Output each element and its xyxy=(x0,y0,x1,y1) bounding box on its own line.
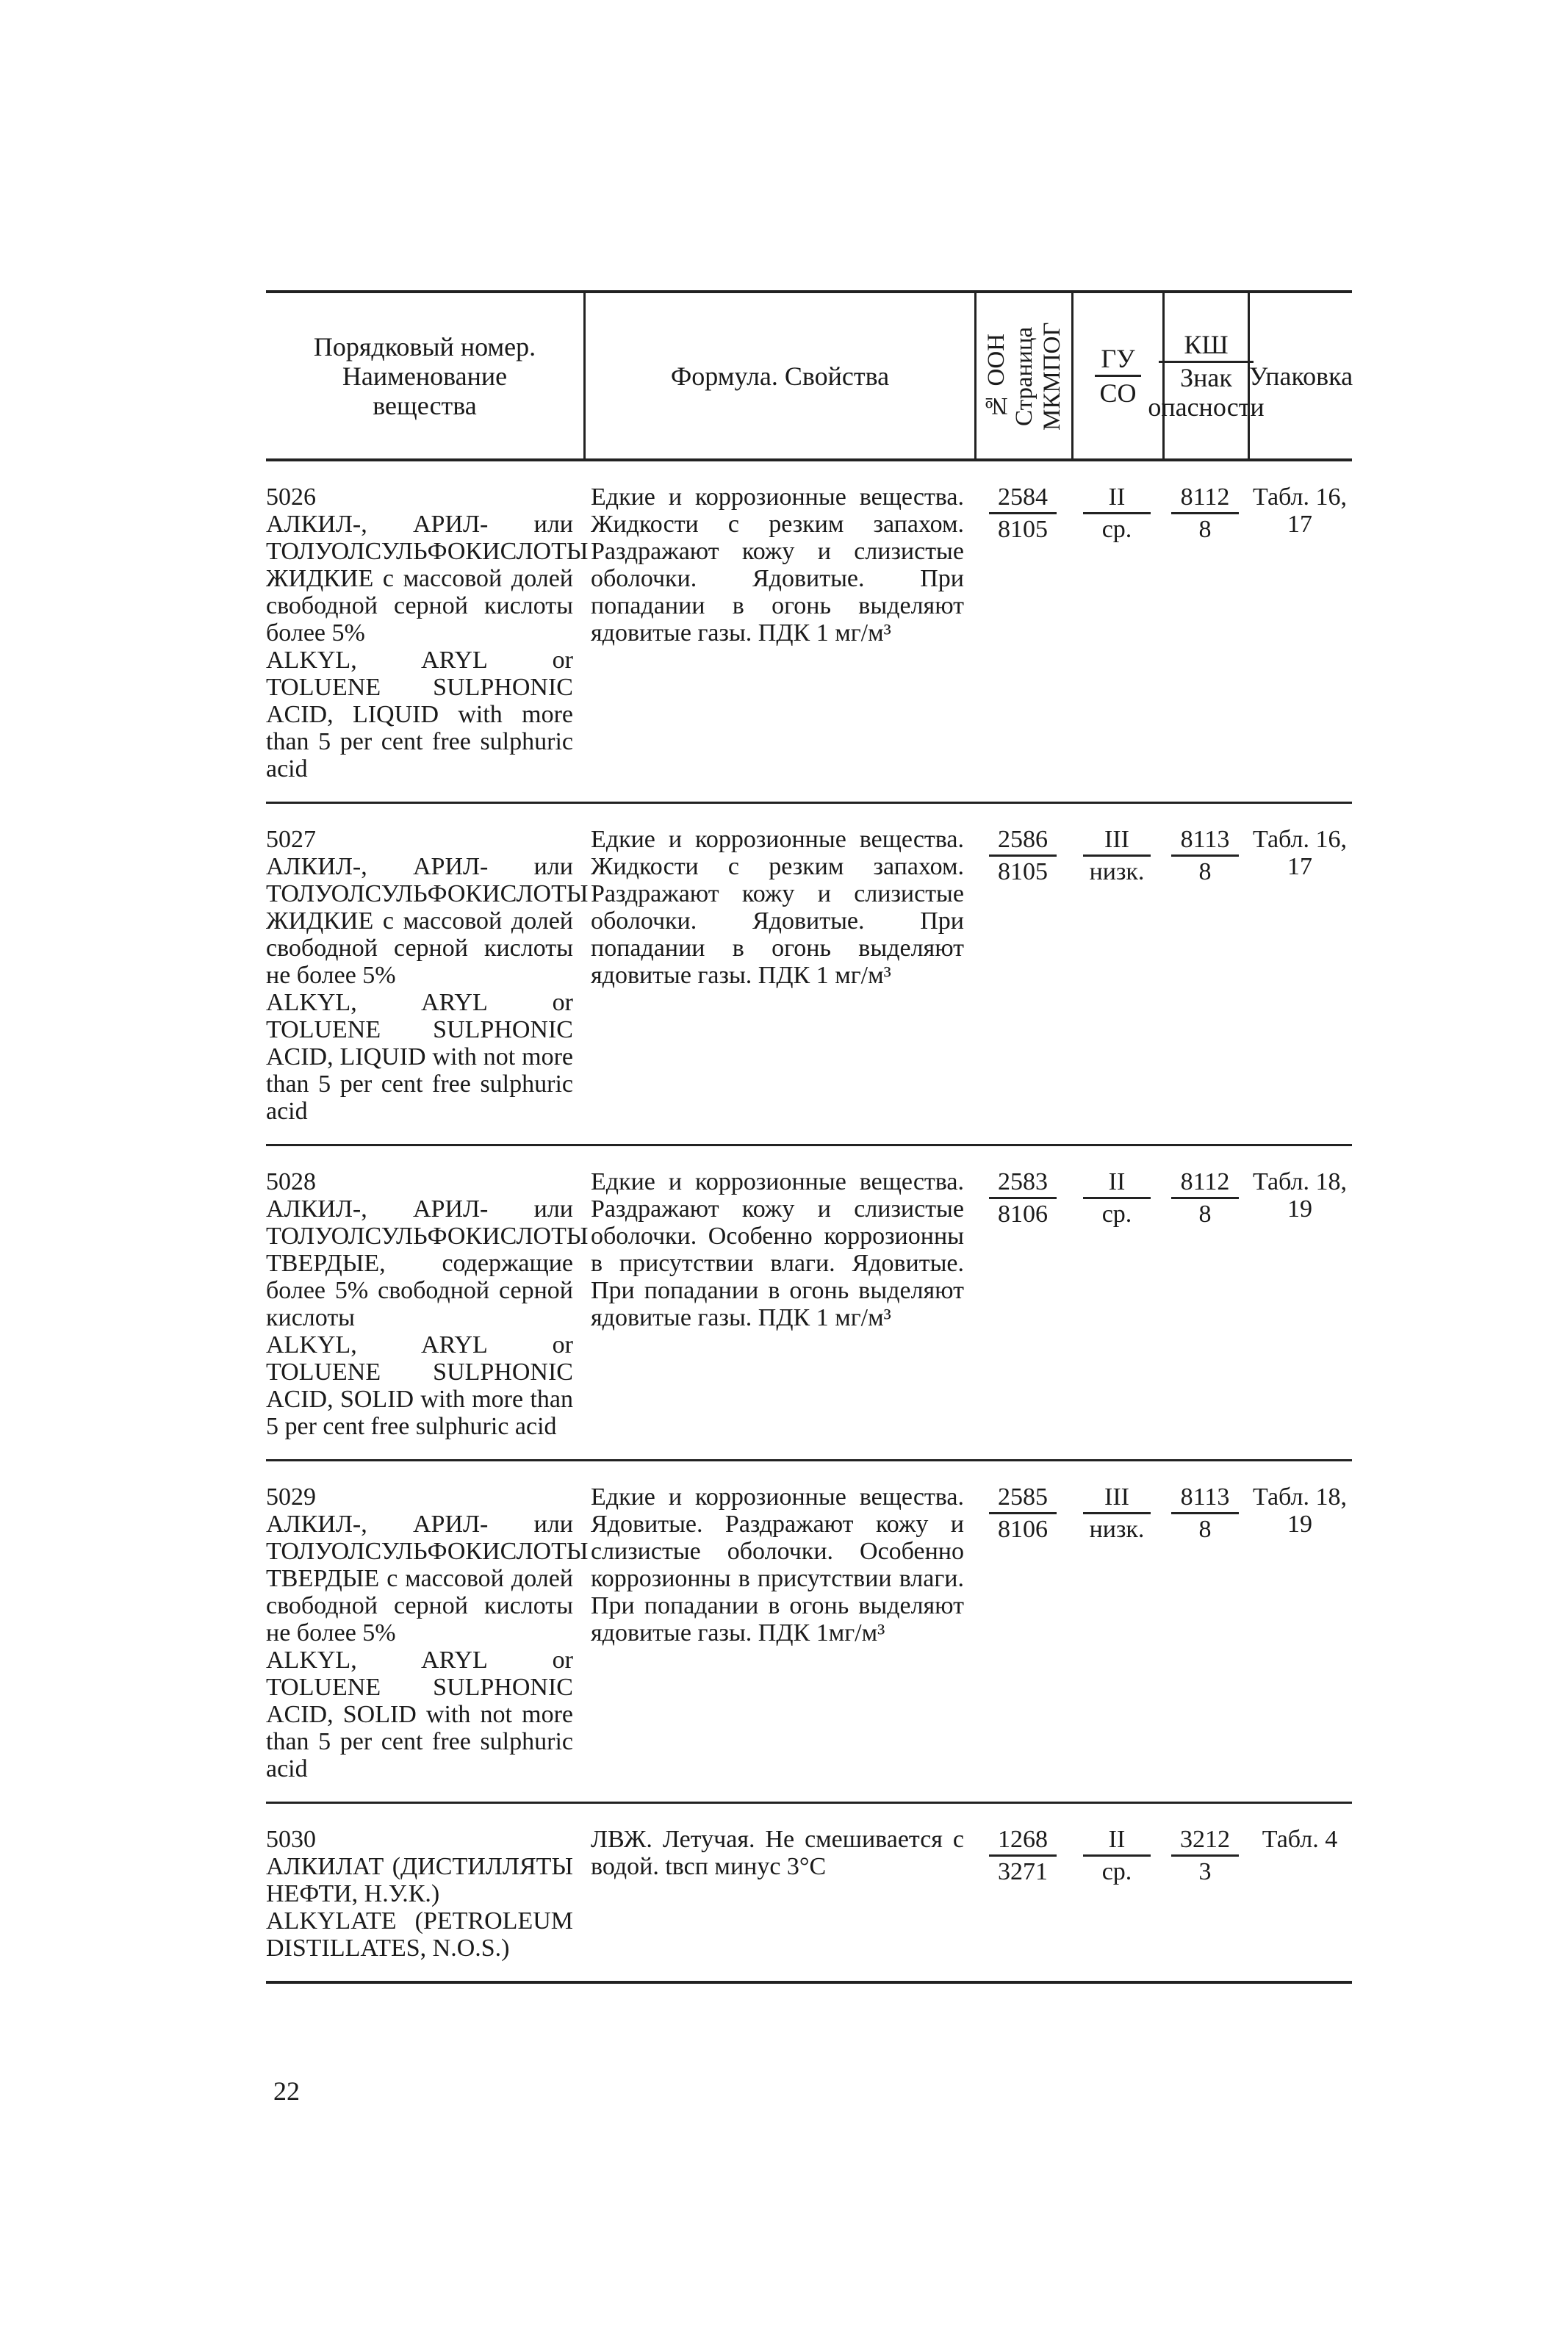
un-page-cell xyxy=(974,1483,1071,1782)
mkmpog-page: 8106 xyxy=(998,1201,1048,1228)
header-ksh-label: КШ xyxy=(1159,330,1254,363)
ksh-sign-cell xyxy=(1162,1826,1248,1962)
header-props-column xyxy=(583,293,974,458)
un-number: 2586 xyxy=(989,826,1057,857)
gu-value: II xyxy=(1083,483,1151,514)
un-page-cell xyxy=(974,483,1071,782)
header-name-column xyxy=(266,293,583,458)
un-number: 2584 xyxy=(989,483,1057,514)
substance-id: 5028 xyxy=(266,1168,316,1195)
header-name-label: Порядковый номер. Наименование вещества xyxy=(313,331,536,420)
packaging: Табл. 18, 19 xyxy=(1253,1168,1347,1223)
ksh-value: 8113 xyxy=(1171,1483,1239,1514)
substance-name-en: ALKYL, ARYL or TOLUENE SULPHONIC ACID, SOLID with more than 5 per cent free sulphuric acid xyxy=(266,1331,573,1440)
un-number: 1268 xyxy=(989,1826,1057,1857)
ksh-value: 8112 xyxy=(1171,1168,1239,1199)
substance-name xyxy=(266,483,589,782)
substance-name-ru: АЛКИЛ-, АРИЛ- или ТОЛУОЛСУЛЬФОКИСЛОТЫ ТВЕРДЫЕ с массовой долей свободной серной кислоты не более 5% xyxy=(266,1511,589,1647)
substance-id: 5029 xyxy=(266,1483,316,1511)
page-number: 22 xyxy=(273,2076,300,2106)
header-props-label: Формула. Свойства xyxy=(670,361,890,391)
hazard-sign: 8 xyxy=(1198,1201,1212,1228)
substance-id: 5026 xyxy=(266,483,316,511)
substance-name xyxy=(266,1483,589,1782)
un-number: 2583 xyxy=(989,1168,1057,1199)
substance-name-en: ALKYL, ARYL or TOLUENE SULPHONIC ACID, LIQUID with more than 5 per cent free sulphuric acid xyxy=(266,647,573,782)
so-value: низк. xyxy=(1089,858,1145,885)
table-row xyxy=(266,804,1352,1144)
table-bottom-rule xyxy=(266,1981,1352,1984)
hazard-sign: 8 xyxy=(1198,516,1212,543)
substance-name-ru: АЛКИЛАТ (ДИСТИЛЛЯТЫ НЕФТИ, Н.У.К.) xyxy=(266,1853,573,1907)
header-gu-fraction xyxy=(1095,344,1140,408)
header-page-label: Страница МКМПОГ xyxy=(1010,321,1065,431)
gu-so-cell xyxy=(1071,826,1162,1125)
header-gu-label: ГУ xyxy=(1095,344,1140,377)
hazard-sign: 8 xyxy=(1198,1516,1212,1543)
table-row xyxy=(266,461,1352,802)
header-un-label: № ООН xyxy=(982,333,1010,419)
substance-name-ru: АЛКИЛ-, АРИЛ- или ТОЛУОЛСУЛЬФОКИСЛОТЫ ЖИДКИЕ с массовой долей свободной серной кислоты не более 5% xyxy=(266,853,589,989)
table-row xyxy=(266,1804,1352,1981)
gu-so-cell xyxy=(1071,483,1162,782)
gu-value: II xyxy=(1083,1826,1151,1857)
substance-properties: ЛВЖ. Летучая. Не смешивается с водой. tвсп минус 3°С xyxy=(591,1826,964,1880)
so-value: ср. xyxy=(1101,1201,1132,1228)
substance-name-ru: АЛКИЛ-, АРИЛ- или ТОЛУОЛСУЛЬФОКИСЛОТЫ ТВЕРДЫЕ, содержащие более 5% свободной серной кислоты xyxy=(266,1195,589,1331)
substance-name-ru: АЛКИЛ-, АРИЛ- или ТОЛУОЛСУЛЬФОКИСЛОТЫ ЖИДКИЕ с массовой долей свободной серной кислоты более 5% xyxy=(266,511,589,647)
gu-so-cell xyxy=(1071,1168,1162,1440)
document-page xyxy=(266,290,1352,1984)
packaging: Табл. 16, 17 xyxy=(1253,483,1347,538)
gu-value: III xyxy=(1083,826,1151,857)
table-row xyxy=(266,1146,1352,1459)
table-row xyxy=(266,1461,1352,1802)
table-header xyxy=(266,293,1352,458)
gu-so-cell xyxy=(1071,1483,1162,1782)
substance-name xyxy=(266,1826,583,1962)
so-value: низк. xyxy=(1089,1516,1145,1543)
substance-properties: Едкие и коррозионные вещества. Жидкости с резким запахом. Раздражают кожу и слизистые оболочки. Ядовитые. При попадании в огонь выделяют ядовитые газы. ПДК 1 мг/м³ xyxy=(591,483,964,647)
substance-name xyxy=(266,826,589,1125)
header-un-column xyxy=(974,293,1071,458)
hazard-sign: 8 xyxy=(1198,858,1212,885)
mkmpog-page: 8106 xyxy=(998,1516,1048,1543)
gu-value: II xyxy=(1083,1168,1151,1199)
mkmpog-page: 8105 xyxy=(998,858,1048,885)
header-pack-label: Упаковка xyxy=(1248,361,1353,391)
header-ksh-column xyxy=(1148,293,1265,458)
header-so-label: СО xyxy=(1099,378,1137,408)
substance-name-en: ALKYL, ARYL or TOLUENE SULPHONIC ACID, SOLID with not more than 5 per cent free sulphuric acid xyxy=(266,1647,573,1782)
packaging: Табл. 18, 19 xyxy=(1253,1483,1347,1538)
ksh-sign-cell xyxy=(1162,826,1248,1125)
un-page-cell xyxy=(974,1168,1071,1440)
header-pack-column xyxy=(1248,293,1352,458)
mkmpog-page: 8105 xyxy=(998,516,1048,543)
so-value: ср. xyxy=(1101,1858,1132,1885)
ksh-value: 8113 xyxy=(1171,826,1239,857)
substance-properties: Едкие и коррозионные вещества. Раздражают кожу и слизистые оболочки. Особенно коррозионны в присутствии влаги. Ядовитые. При попадании в огонь выделяют ядовитые газы. ПДК 1 мг/м³ xyxy=(591,1168,964,1331)
substance-properties: Едкие и коррозионные вещества. Ядовитые. Раздражают кожу и слизистые оболочки. Особенно коррозионны в присутствии влаги. При попадании в огонь выделяют ядовитые газы. ПДК 1мг/м³ xyxy=(591,1483,964,1647)
substance-name xyxy=(266,1168,589,1440)
ksh-sign-cell xyxy=(1162,1168,1248,1440)
gu-value: III xyxy=(1083,1483,1151,1514)
so-value: ср. xyxy=(1101,516,1132,543)
ksh-sign-cell xyxy=(1162,483,1248,782)
packaging: Табл. 4 xyxy=(1262,1826,1338,1853)
ksh-sign-cell xyxy=(1162,1483,1248,1782)
gu-so-cell xyxy=(1071,1826,1162,1962)
ksh-value: 3212 xyxy=(1171,1826,1239,1857)
substance-name-en: ALKYLATE (PETROLEUM DISTILLATES, N.O.S.) xyxy=(266,1907,573,1962)
substance-name-en: ALKYL, ARYL or TOLUENE SULPHONIC ACID, LIQUID with not more than 5 per cent free sulphuric acid xyxy=(266,989,573,1125)
un-page-cell xyxy=(974,1826,1071,1962)
ksh-value: 8112 xyxy=(1171,483,1239,514)
header-sign-label: Знак опасности xyxy=(1148,363,1265,422)
substance-properties: Едкие и коррозионные вещества. Жидкости с резким запахом. Раздражают кожу и слизистые оболочки. Ядовитые. При попадании в огонь выделяют ядовитые газы. ПДК 1 мг/м³ xyxy=(591,826,964,989)
packaging: Табл. 16, 17 xyxy=(1253,826,1347,880)
mkmpog-page: 3271 xyxy=(998,1858,1048,1885)
un-page-cell xyxy=(974,826,1071,1125)
hazard-sign: 3 xyxy=(1198,1858,1212,1885)
un-number: 2585 xyxy=(989,1483,1057,1514)
substance-id: 5030 xyxy=(266,1826,316,1853)
header-ksh-fraction xyxy=(1148,330,1265,422)
substance-id: 5027 xyxy=(266,826,316,853)
